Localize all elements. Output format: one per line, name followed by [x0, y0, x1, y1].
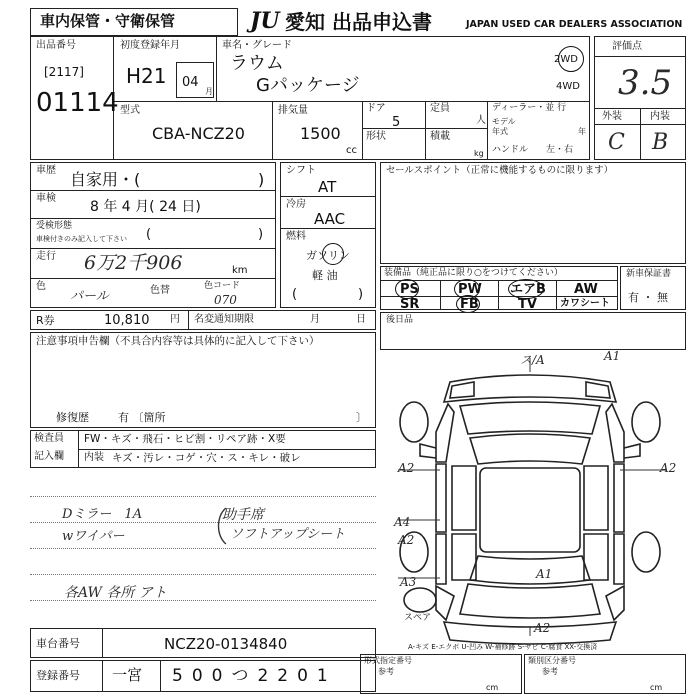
- registration-month-unit: 月: [205, 87, 213, 96]
- warranty-value: 有 ・ 無: [628, 291, 668, 304]
- form-title: 愛知 出品申込書: [285, 10, 432, 34]
- damage-mark-left-front: A2: [398, 461, 415, 475]
- recycle-unit: 円: [170, 314, 180, 325]
- rear-seat-box: [380, 312, 686, 350]
- doors-label: ドア: [366, 103, 386, 114]
- ju-logo: JU: [250, 8, 280, 34]
- plate-number: 500つ2201: [172, 666, 337, 686]
- dealer-handle: ハンドル: [492, 145, 529, 155]
- equip-fb-circle: [456, 295, 480, 313]
- fuel-gasoline: ガソリン: [306, 249, 350, 262]
- equip-leather: カワシート: [560, 298, 610, 309]
- acceptance-sub: 車検付きのみ記入して下さい: [36, 235, 127, 243]
- fuel-open: (: [292, 287, 298, 302]
- equip-airbag: エアB: [510, 282, 546, 297]
- mileage-label: 走行: [36, 251, 56, 262]
- shift-value: AT: [318, 178, 337, 196]
- ac-label: 冷房: [286, 199, 306, 210]
- model-cert-label: 形式指定番号: [364, 656, 412, 665]
- note-line3: 助手席: [222, 507, 264, 523]
- rating-int: B: [652, 130, 669, 155]
- category-label: 類別区分番号: [528, 656, 576, 665]
- damage-mark-rear-bumper: A2: [534, 621, 551, 635]
- registration-year: H21: [126, 64, 167, 88]
- load-unit: kg: [474, 149, 484, 158]
- recycle-amount: 10,810: [104, 313, 150, 328]
- car-name: ラウム: [230, 53, 284, 74]
- model-cert-unit: cm: [486, 683, 499, 692]
- drive-circle: [558, 46, 584, 72]
- recycle-label: R券: [36, 314, 55, 327]
- warranty-label: 新車保証書: [626, 269, 672, 279]
- equip-fb: FB: [460, 297, 479, 312]
- fuel-circle: [322, 243, 344, 265]
- chassis-value: NCZ20-0134840: [164, 635, 288, 653]
- note-line1: Dミラー 1A: [62, 507, 143, 522]
- history-value: 自家用・(: [70, 170, 141, 189]
- damage-mark-trunk: A1: [536, 567, 553, 581]
- repair-close: 〕: [356, 411, 367, 424]
- inspection-value: 8 年 4 月( 24 日): [90, 199, 201, 215]
- rating-ext: C: [608, 130, 625, 155]
- title-left: 車内保管・守衛保管: [40, 12, 176, 30]
- lot-number: 01114: [36, 88, 119, 118]
- equip-aw: AW: [574, 282, 598, 297]
- rear-seat-label: 後日品: [386, 315, 414, 325]
- equipment-label: 装備品（純正品に限り○をつけてください）: [384, 268, 563, 278]
- lot-label: 出品番号: [36, 40, 76, 51]
- inspector-exterior: FW・キズ・飛石・ヒビ割・リペア跡・X要: [84, 433, 286, 445]
- association-name: JAPAN USED CAR DEALERS ASSOCIATION: [466, 19, 683, 30]
- fuel-label: 燃料: [286, 231, 306, 242]
- lot-code: [2117]: [44, 65, 84, 79]
- registration-month: 04: [182, 75, 199, 90]
- equip-sr: SR: [400, 297, 420, 312]
- car-label: 車名・グレード: [222, 40, 292, 51]
- inspector-label2: 記入欄: [34, 451, 64, 462]
- note-line2: wワイパー: [62, 529, 125, 544]
- car-damage-diagram: [380, 349, 686, 652]
- damage-mark-right-front: A2: [660, 461, 677, 475]
- note-line4: ソフトアップシート: [230, 527, 346, 542]
- inspector-interior-label: 内装: [84, 452, 104, 463]
- color-code: 070: [214, 293, 237, 307]
- model-cert-sub: 参考: [378, 667, 394, 676]
- plate-region: 一宮: [112, 666, 143, 684]
- load-label: 積載: [430, 131, 450, 142]
- name-change-label: 名変通知期限: [194, 314, 254, 325]
- acceptance-open: (: [146, 227, 152, 242]
- rating-score: 3.5: [618, 63, 673, 103]
- history-label: 車歴: [36, 165, 56, 176]
- note-line5: 各AW 各所 アト: [64, 585, 167, 601]
- inspection-label: 車検: [36, 193, 56, 204]
- damage-mark-left-rear-door: A2: [398, 533, 415, 547]
- color-code-label: 色コード: [204, 281, 241, 291]
- shape-label: 形状: [366, 131, 386, 142]
- dealer-year-unit: 年: [578, 127, 586, 136]
- model-value: CBA-NCZ20: [152, 124, 245, 143]
- rating-int-label: 内装: [650, 111, 670, 122]
- displacement-label: 排気量: [278, 105, 308, 116]
- dealer-handle-opts: 左・右: [546, 145, 574, 155]
- acceptance-close: ): [258, 227, 264, 242]
- name-change-month: 月: [310, 314, 320, 325]
- drive-2wd: 2WD: [554, 54, 578, 65]
- notes-label: 注意事項申告欄（不具合内容等は具体的に記入して下さい）: [36, 335, 320, 347]
- sales-point-box: [380, 162, 686, 264]
- rating-ext-label: 外装: [602, 111, 622, 122]
- repair-label: 修復歴: [56, 411, 89, 424]
- equip-tv: TV: [518, 297, 537, 312]
- color-change-label: 色替: [150, 285, 170, 296]
- drive-4wd: 4WD: [556, 81, 580, 92]
- equip-pw: PW: [458, 282, 482, 297]
- model-label: 型式: [120, 105, 140, 116]
- equip-ps: PS: [400, 282, 419, 297]
- damage-mark-front-bumper: ス/A: [520, 353, 545, 367]
- inspector-interior: キズ・汚レ・コゲ・穴・ス・キレ・破レ: [112, 452, 301, 464]
- category-sub: 参考: [542, 667, 558, 676]
- car-grade: Gパッケージ: [256, 75, 360, 96]
- equip-airbag-circle: [508, 279, 544, 299]
- rating-label: 評価点: [612, 41, 642, 52]
- history-close: ): [258, 170, 265, 189]
- note-bracket: [212, 506, 232, 546]
- repair-value: 有 〔箇所: [118, 411, 166, 424]
- damage-mark-left-door: A4: [394, 515, 411, 529]
- name-change-day: 日: [356, 314, 366, 325]
- ac-value: AAC: [314, 210, 346, 228]
- damage-mark-front-a1: A1: [604, 349, 621, 363]
- spare-label: スペア: [404, 613, 432, 623]
- inspector-label1: 検査員: [34, 433, 64, 444]
- doors-value: 5: [392, 115, 401, 130]
- color-label: 色: [36, 281, 46, 292]
- chassis-label: 車台番号: [36, 637, 80, 650]
- mileage-value: 6万2千906: [84, 252, 183, 274]
- acceptance-label: 受検形態: [36, 221, 73, 231]
- plate-label: 登録番号: [36, 669, 80, 682]
- equip-ps-circle: [395, 279, 419, 299]
- capacity-label: 定員: [430, 103, 450, 114]
- damage-mark-left-rear: A3: [400, 575, 417, 589]
- displacement-value: 1500: [300, 124, 341, 143]
- mileage-unit: km: [232, 265, 248, 276]
- dealer-line1: ディーラー・並 行: [492, 103, 567, 113]
- dealer-line2: モデル: [492, 117, 516, 126]
- color-value: パール: [70, 289, 109, 304]
- registration-label: 初度登録年月: [120, 40, 180, 51]
- sales-point-label: セールスポイント（正常に機能するものに限ります）: [386, 165, 614, 176]
- category-unit: cm: [650, 683, 663, 692]
- fuel-diesel: 軽 油: [312, 269, 338, 282]
- fuel-close: ): [358, 287, 364, 302]
- shift-label: シフト: [286, 165, 316, 176]
- capacity-unit: 人: [476, 115, 486, 126]
- damage-legend: A-キズ E-エクボ U-凹み W-補修跡 S-サビ C-腐食 XX-交換済: [408, 643, 598, 651]
- displacement-unit: cc: [346, 145, 357, 156]
- dealer-line3: 年式: [492, 127, 508, 136]
